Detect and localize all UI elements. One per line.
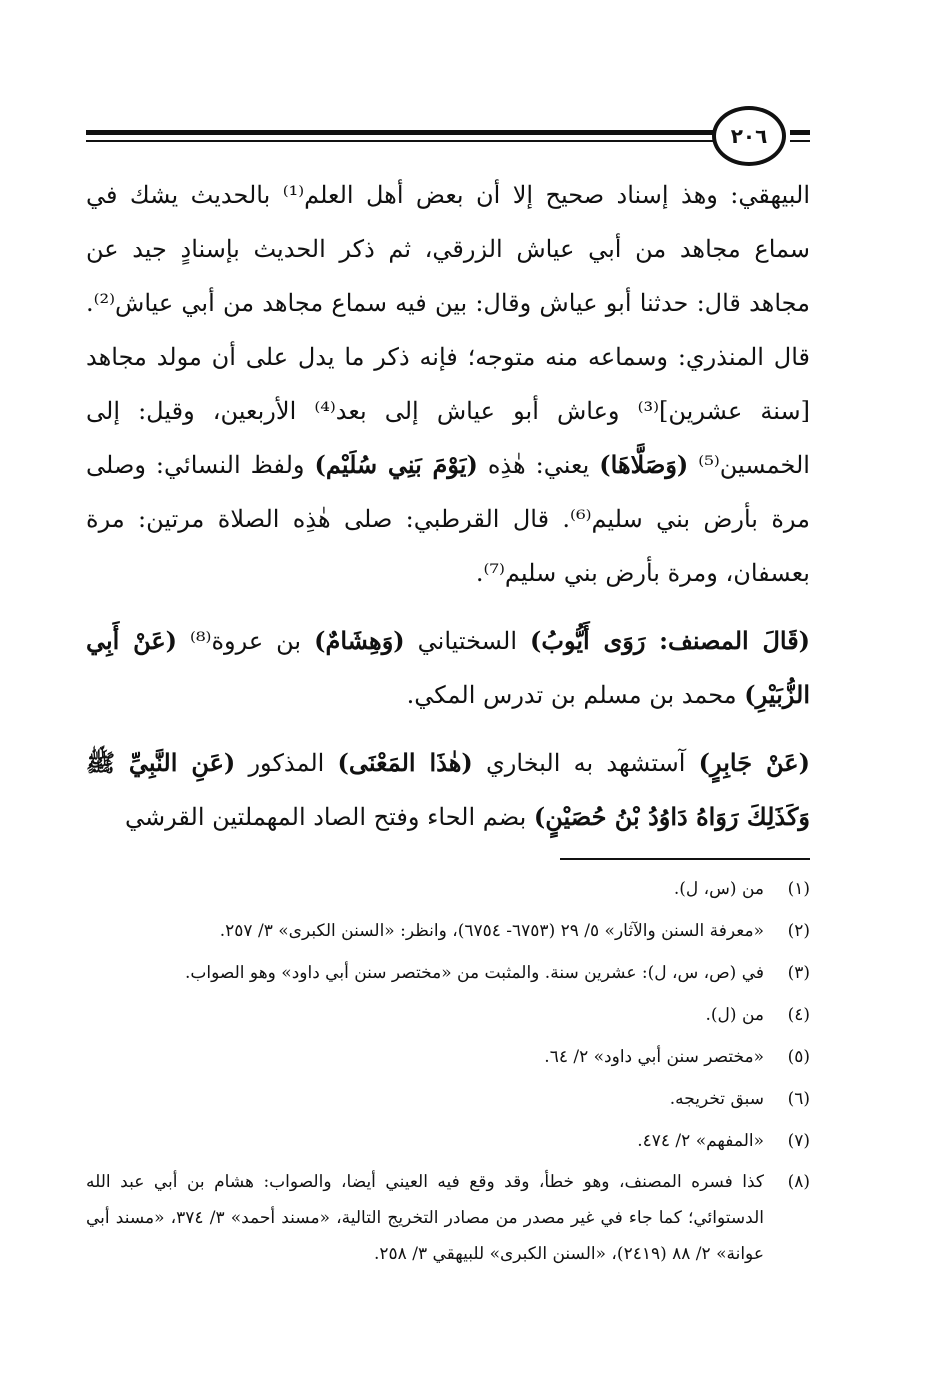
footnote-text: كذا فسره المصنف، وهو خطأ، وقد وقع فيه العيني أيضا، والصواب: هشام بن أبي عبد الله الدستوائي؛ كما جاء في غير مصدر من مصادر التخريج التالية، «مسند أحمد» ٣/ ٣٧٤، «مسند أبي عوانة» ٢/ ٨٨ (٢٤١٩)، «السنن الكبرى» للبيهقي ٣/ ٢٥٨. xyxy=(86,1172,764,1264)
footnote-text: سبق تخريجه. xyxy=(669,1089,764,1109)
footnote-text: من (س، ل). xyxy=(673,879,764,899)
footnote-number: (٢) xyxy=(787,921,810,941)
footnotes xyxy=(86,868,810,1272)
footnote-number: (٧) xyxy=(787,1131,810,1151)
footnote-number: (٥) xyxy=(787,1047,810,1067)
p2-bold-b: (وَهِشَامٌ) xyxy=(314,626,405,655)
p3-mid2: المذكور xyxy=(248,749,325,777)
footnote-1 xyxy=(86,868,810,910)
page-number-badge xyxy=(712,106,786,166)
p3-mid1: آستشهد به البخاري xyxy=(486,749,686,777)
footnote-text: من (ل). xyxy=(705,1005,764,1025)
p3-end: بضم الحاء وفتح الصاد المهملتين القرشي xyxy=(125,803,527,831)
page-number: ٢٠٦ xyxy=(730,124,768,148)
paragraph-2 xyxy=(86,614,810,722)
footnote-6 xyxy=(86,1078,810,1120)
footnote-number: (٣) xyxy=(787,963,810,983)
header-rule-right-thin xyxy=(790,140,810,142)
p1-bold-a: (وَصَلَّاهَا) xyxy=(599,450,689,479)
footnote-text: «مختصر سنن أبي داود» ٢/ ٦٤. xyxy=(544,1047,764,1067)
p2-mid2: بن عروة⁽⁸⁾ xyxy=(190,627,302,655)
footnote-number: (١) xyxy=(787,879,810,899)
paragraph-3 xyxy=(86,736,810,844)
footnote-number: (٦) xyxy=(787,1089,810,1109)
body-text xyxy=(86,168,810,844)
footnote-7 xyxy=(86,1120,810,1162)
header-rule-thick xyxy=(86,130,716,135)
header-rule-thin xyxy=(86,140,716,142)
p1-mid: يعني: هٰذِه xyxy=(487,451,590,479)
p3-bold-c: (عَنِ النَّبِيِّ ﷺ وَكَذَلِكَ رَوَاهُ دَاوُدُ بْنُ حُصَيْنٍ) xyxy=(86,748,810,831)
p1-end: ولفظ النسائي: وصلى مرة بأرض بني سليم⁽⁶⁾. قال القرطبي: صلى هٰذِه الصلاة مرتين: مرة بعسفان، ومرة بأرض بني سليم⁽⁷⁾. xyxy=(86,451,810,587)
p2-end: محمد بن مسلم بن تدرس المكي. xyxy=(406,681,737,709)
footnote-text: «المفهم» ٢/ ٤٧٤. xyxy=(637,1131,764,1151)
footnote-3 xyxy=(86,952,810,994)
footnote-5 xyxy=(86,1036,810,1078)
footnote-text: «معرفة السنن والآثار» ٥/ ٢٩ (٦٧٥٣- ٦٧٥٤)، وانظر: «السنن الكبرى» ٣/ ٢٥٧. xyxy=(219,921,764,941)
footnote-number: (٨) xyxy=(787,1172,810,1192)
p1-bold-b: (يَوْمَ بَنِي سُلَيْم) xyxy=(314,450,478,479)
p2-bold-a: (قَالَ المصنف: رَوَى أَيُّوبُ) xyxy=(530,626,811,655)
p3-bold-a: (عَنْ جَابِرٍ) xyxy=(698,748,810,777)
header-rule-right-thick xyxy=(790,130,810,135)
footnote-text: في (ص، س، ل): عشرين سنة. والمثبت من «مختصر سنن أبي داود» وهو الصواب. xyxy=(184,963,764,983)
paragraph-1 xyxy=(86,168,810,600)
footnote-8 xyxy=(86,1164,810,1272)
p3-bold-b: (هٰذَا المَعْنَى) xyxy=(337,748,473,777)
footnote-4 xyxy=(86,994,810,1036)
footnote-number: (٤) xyxy=(787,1005,810,1025)
p2-mid1: السختياني xyxy=(417,627,518,655)
footnote-separator xyxy=(560,858,810,860)
p2-bold-c: (عَنْ أَبِي الزُّبَيْرِ) xyxy=(86,626,810,709)
footnote-2 xyxy=(86,910,810,952)
p1-text: البيهقي: وهذ إسناد صحيح إلا أن بعض أهل العلم⁽¹⁾ بالحديث يشك في سماع مجاهد من أبي عياش الزرقي، ثم ذكر الحديث بإسنادٍ جيد عن مجاهد قال: حدثنا أبو عياش وقال: بين فيه سماع مجاهد من أبي عياش⁽²⁾. قال المنذري: وسماعه منه متوجه؛ فإنه ذكر ما يدل على أن مولد مجاهد [سنة عشرين]⁽³⁾ وعاش أبو عياش إلى بعد⁽⁴⁾ الأربعين، وقيل: إلى الخمسين⁽⁵⁾ xyxy=(86,181,810,479)
